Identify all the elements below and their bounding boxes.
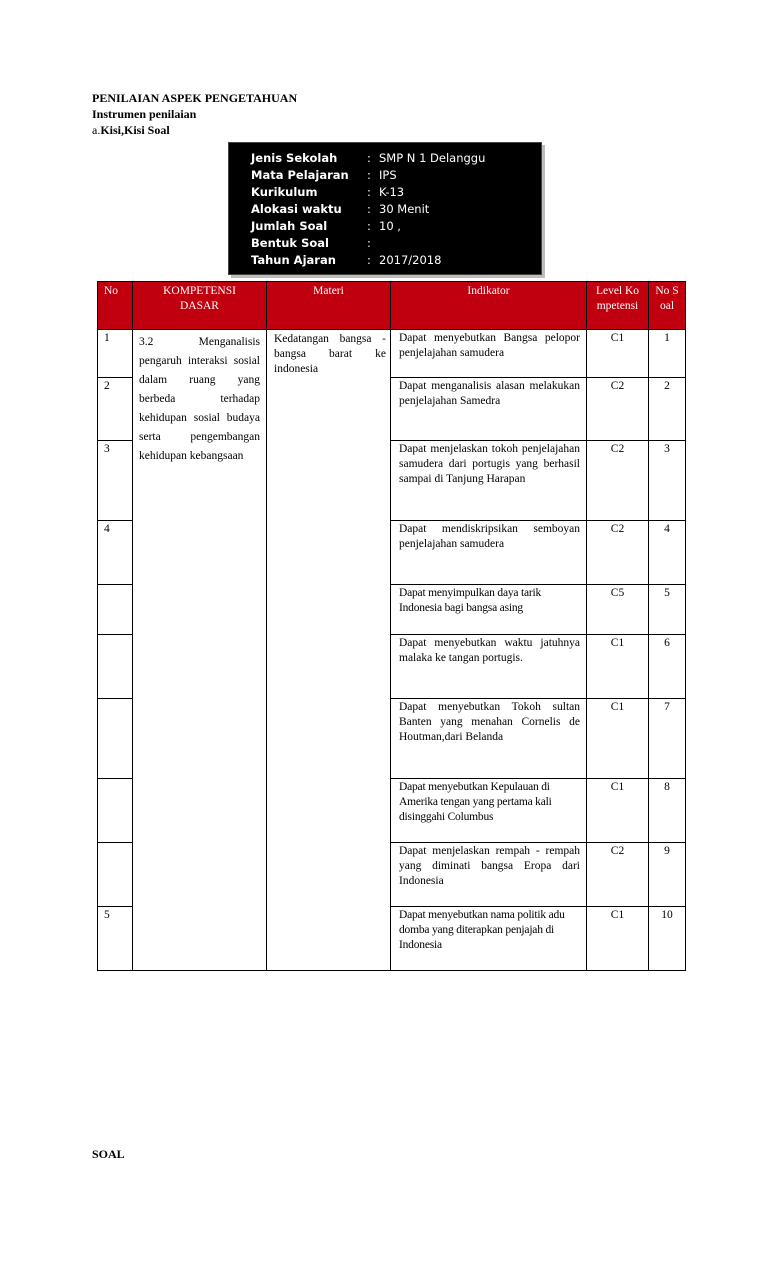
row-level: C1: [587, 907, 649, 971]
row-indikator: Dapat menyebutkan Kepulauan di Amerika tengan yang pertama kali disinggahi Columbus: [391, 779, 587, 843]
info-sep: :: [367, 168, 371, 182]
info-table: [251, 150, 485, 269]
row-no-soal: 10: [649, 907, 686, 971]
row-no: [98, 779, 133, 843]
info-label: Tahun Ajaran: [251, 253, 336, 267]
soal-heading: SOAL: [92, 1147, 125, 1161]
table-header-row: [98, 282, 686, 330]
row-level: C5: [587, 585, 649, 635]
row-no-soal: 2: [649, 378, 686, 441]
row-no: [98, 635, 133, 699]
info-row: [251, 218, 485, 235]
section-heading: [92, 122, 297, 138]
table-row: [98, 330, 686, 378]
section-label: Kisi,Kisi Soal: [100, 123, 170, 137]
header-no: No: [98, 282, 133, 330]
row-no-soal: 1: [649, 330, 686, 378]
info-box: [228, 142, 542, 275]
row-no-soal: 8: [649, 779, 686, 843]
row-indikator: Dapat menjelaskan tokoh penjelajahan samudera dari portugis yang berhasil sampai di Tanjung Harapan: [391, 441, 587, 521]
row-indikator: Dapat menyimpulkan daya tarik Indonesia bagi bangsa asing: [391, 585, 587, 635]
row-no: 5: [98, 907, 133, 971]
info-label: Jenis Sekolah: [251, 151, 338, 165]
info-value: SMP N 1 Delanggu: [379, 151, 486, 165]
row-no-soal: 5: [649, 585, 686, 635]
info-label: Jumlah Soal: [251, 219, 328, 233]
row-indikator: Dapat mendiskripsikan semboyan penjelajahan samudera: [391, 521, 587, 585]
info-row: [251, 184, 485, 201]
materi-cell: Kedatangan bangsa - bangsa barat ke indonesia: [267, 330, 391, 971]
info-sep: :: [367, 219, 371, 233]
row-no: [98, 699, 133, 779]
info-row: [251, 167, 485, 184]
info-row: [251, 252, 485, 269]
row-indikator: Dapat menyebutkan Tokoh sultan Banten yang menahan Cornelis de Houtman,dari Belanda: [391, 699, 587, 779]
document-title: PENILAIAN ASPEK PENGETAHUAN: [92, 91, 298, 105]
row-indikator: Dapat menyebutkan nama politik adu domba yang diterapkan penjajah di Indonesia: [391, 907, 587, 971]
document-header: [92, 90, 297, 138]
row-level: C1: [587, 779, 649, 843]
info-label: Kurikulum: [251, 185, 318, 199]
row-level: C2: [587, 521, 649, 585]
info-value: 30 Menit: [379, 202, 430, 216]
header-no-soal: No Soal: [649, 282, 686, 330]
info-row: [251, 150, 485, 167]
info-sep: :: [367, 236, 371, 250]
row-level: C1: [587, 699, 649, 779]
row-level: C1: [587, 635, 649, 699]
document-subtitle: Instrumen penilaian: [92, 107, 197, 121]
info-value: IPS: [379, 168, 397, 182]
row-no: 3: [98, 441, 133, 521]
kisi-kisi-table: [97, 281, 686, 971]
row-no-soal: 4: [649, 521, 686, 585]
info-value: K-13: [379, 185, 405, 199]
row-level: C2: [587, 378, 649, 441]
info-value: 10 ,: [379, 219, 401, 233]
row-no-soal: 3: [649, 441, 686, 521]
row-level: C1: [587, 330, 649, 378]
row-no: 4: [98, 521, 133, 585]
header-kompetensi: KOMPETENSI DASAR: [133, 282, 267, 330]
row-level: C2: [587, 843, 649, 907]
info-label: Bentuk Soal: [251, 236, 329, 250]
row-no: 2: [98, 378, 133, 441]
row-no: [98, 585, 133, 635]
row-no: 1: [98, 330, 133, 378]
row-indikator: Dapat menganalisis alasan melakukan penjelajahan Samedra: [391, 378, 587, 441]
info-value: 2017/2018: [379, 253, 442, 267]
header-indikator: Indikator: [391, 282, 587, 330]
info-sep: :: [367, 151, 371, 165]
info-row: [251, 201, 485, 218]
info-label: Mata Pelajaran: [251, 168, 349, 182]
row-no: [98, 843, 133, 907]
row-no-soal: 7: [649, 699, 686, 779]
info-label: Alokasi waktu: [251, 202, 342, 216]
row-no-soal: 6: [649, 635, 686, 699]
info-value: [379, 235, 485, 252]
info-sep: :: [367, 253, 371, 267]
row-indikator: Dapat menyebutkan Bangsa pelopor penjelajahan samudera: [391, 330, 587, 378]
row-no-soal: 9: [649, 843, 686, 907]
section-prefix: a.: [92, 123, 101, 137]
info-row: [251, 235, 485, 252]
row-indikator: Dapat menyebutkan waktu jatuhnya malaka ke tangan portugis.: [391, 635, 587, 699]
row-indikator: Dapat menjelaskan rempah - rempah yang diminati bangsa Eropa dari Indonesia: [391, 843, 587, 907]
header-materi: Materi: [267, 282, 391, 330]
kompetensi-dasar-cell: 3.2 Menganalisis pengaruh interaksi sosial dalam ruang yang berbeda terhadap kehidupan sosial budaya serta pengembangan kehidupan kebangsaan: [133, 330, 267, 971]
info-sep: :: [367, 202, 371, 216]
row-level: C2: [587, 441, 649, 521]
header-level: Level Kompetensi: [587, 282, 649, 330]
info-sep: :: [367, 185, 371, 199]
